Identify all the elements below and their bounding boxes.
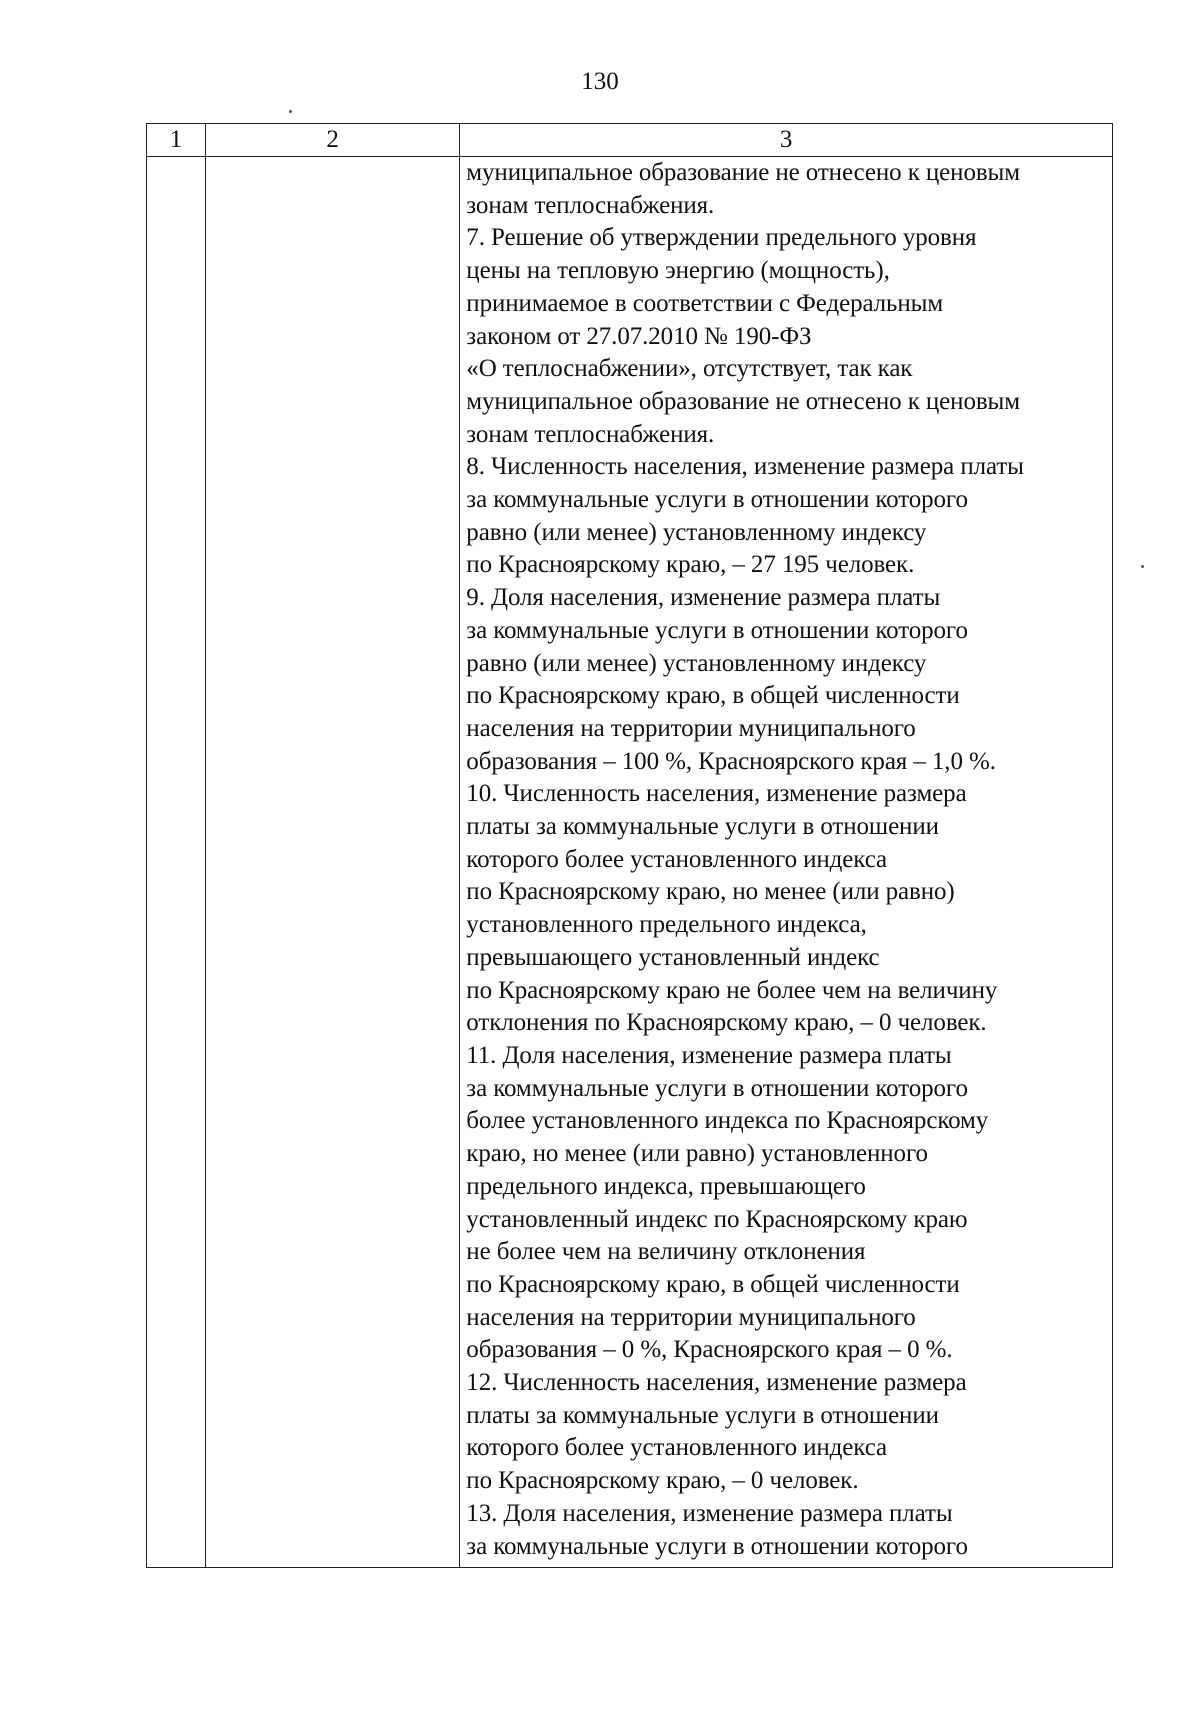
text-line: законом от 27.07.2010 № 190-ФЗ bbox=[466, 322, 812, 350]
text-line: 10. Численность населения, изменение размера bbox=[466, 780, 967, 808]
text-line: за коммунальные услуги в отношении которого bbox=[466, 1532, 968, 1560]
text-line: за коммунальные услуги в отношении которого bbox=[466, 1074, 968, 1102]
text-line: принимаемое в соответствии с Федеральным bbox=[466, 289, 944, 317]
text-line: краю, но менее (или равно) установленного bbox=[466, 1140, 928, 1168]
text-line: по Красноярскому краю, в общей численности bbox=[466, 1270, 960, 1298]
text-line: по Красноярскому краю, – 27 195 человек. bbox=[466, 551, 915, 579]
text-line: отклонения по Красноярскому краю, – 0 человек. bbox=[466, 1009, 987, 1037]
text-line: равно (или менее) установленному индексу bbox=[466, 649, 927, 677]
text-line: за коммунальные услуги в отношении которого bbox=[466, 616, 968, 644]
column-header-1: 1 bbox=[147, 124, 206, 157]
scan-artifact-dot bbox=[1141, 565, 1144, 568]
text-line: 9. Доля населения, изменение размера платы bbox=[466, 584, 941, 612]
text-line: 13. Доля населения, изменение размера платы bbox=[466, 1499, 953, 1527]
cell-col-3 bbox=[460, 157, 1113, 1568]
text-line: 11. Доля населения, изменение размера платы bbox=[466, 1041, 952, 1069]
text-line: по Красноярскому краю, – 0 человек. bbox=[466, 1467, 859, 1495]
text-line: по Красноярскому краю не более чем на величину bbox=[466, 976, 998, 1004]
column-header-3: 3 bbox=[460, 124, 1113, 157]
text-line: по Красноярскому краю, но менее (или равно) bbox=[466, 878, 955, 906]
page-number: 130 bbox=[581, 68, 619, 95]
text-line: платы за коммунальные услуги в отношении bbox=[466, 813, 939, 841]
text-line: 8. Численность населения, изменение размера платы bbox=[466, 453, 1024, 481]
text-line: муниципальное образование не отнесено к ценовым bbox=[466, 159, 1020, 186]
text-line: более установленного индекса по Красноярскому bbox=[466, 1107, 989, 1135]
text-line: которого более установленного индекса bbox=[466, 845, 888, 873]
text-line: муниципальное образование не отнесено к ценовым bbox=[466, 387, 1020, 415]
table-row bbox=[147, 157, 1113, 1568]
text-line: населения на территории муниципального bbox=[466, 714, 916, 742]
text-line: равно (или менее) установленному индексу bbox=[466, 518, 927, 546]
text-line: установленный индекс по Красноярскому краю bbox=[466, 1205, 968, 1233]
text-line: цены на тепловую энергию (мощность), bbox=[466, 257, 890, 285]
text-line: которого более установленного индекса bbox=[466, 1434, 888, 1462]
text-line: установленного предельного индекса, bbox=[466, 911, 867, 939]
text-line: не более чем на величину отклонения bbox=[466, 1238, 866, 1266]
table-header-row bbox=[147, 124, 1113, 157]
text-line: по Красноярскому краю, в общей численности bbox=[466, 682, 960, 710]
text-line: зонам теплоснабжения. bbox=[466, 191, 715, 219]
text-line: платы за коммунальные услуги в отношении bbox=[466, 1401, 939, 1429]
text-line: предельного индекса, превышающего bbox=[466, 1172, 866, 1200]
text-line: 12. Численность населения, изменение размера bbox=[466, 1369, 967, 1397]
text-line: образования – 100 %, Красноярского края – 1,0 %. bbox=[466, 747, 996, 775]
scan-artifact-dot bbox=[289, 110, 292, 113]
text-line: «О теплоснабжении», отсутствует, так как bbox=[466, 355, 913, 383]
document-table bbox=[146, 123, 1113, 1568]
text-line: за коммунальные услуги в отношении которого bbox=[466, 486, 968, 514]
text-line: зонам теплоснабжения. bbox=[466, 420, 715, 448]
text-line: образования – 0 %, Красноярского края – 0 %. bbox=[466, 1336, 953, 1364]
text-line: населения на территории муниципального bbox=[466, 1303, 916, 1331]
cell-col-1 bbox=[147, 157, 206, 1568]
cell-col-2 bbox=[206, 157, 460, 1568]
column-header-2: 2 bbox=[206, 124, 460, 157]
text-line: 7. Решение об утверждении предельного уровня bbox=[466, 224, 977, 252]
text-line: превышающего установленный индекс bbox=[466, 943, 880, 971]
